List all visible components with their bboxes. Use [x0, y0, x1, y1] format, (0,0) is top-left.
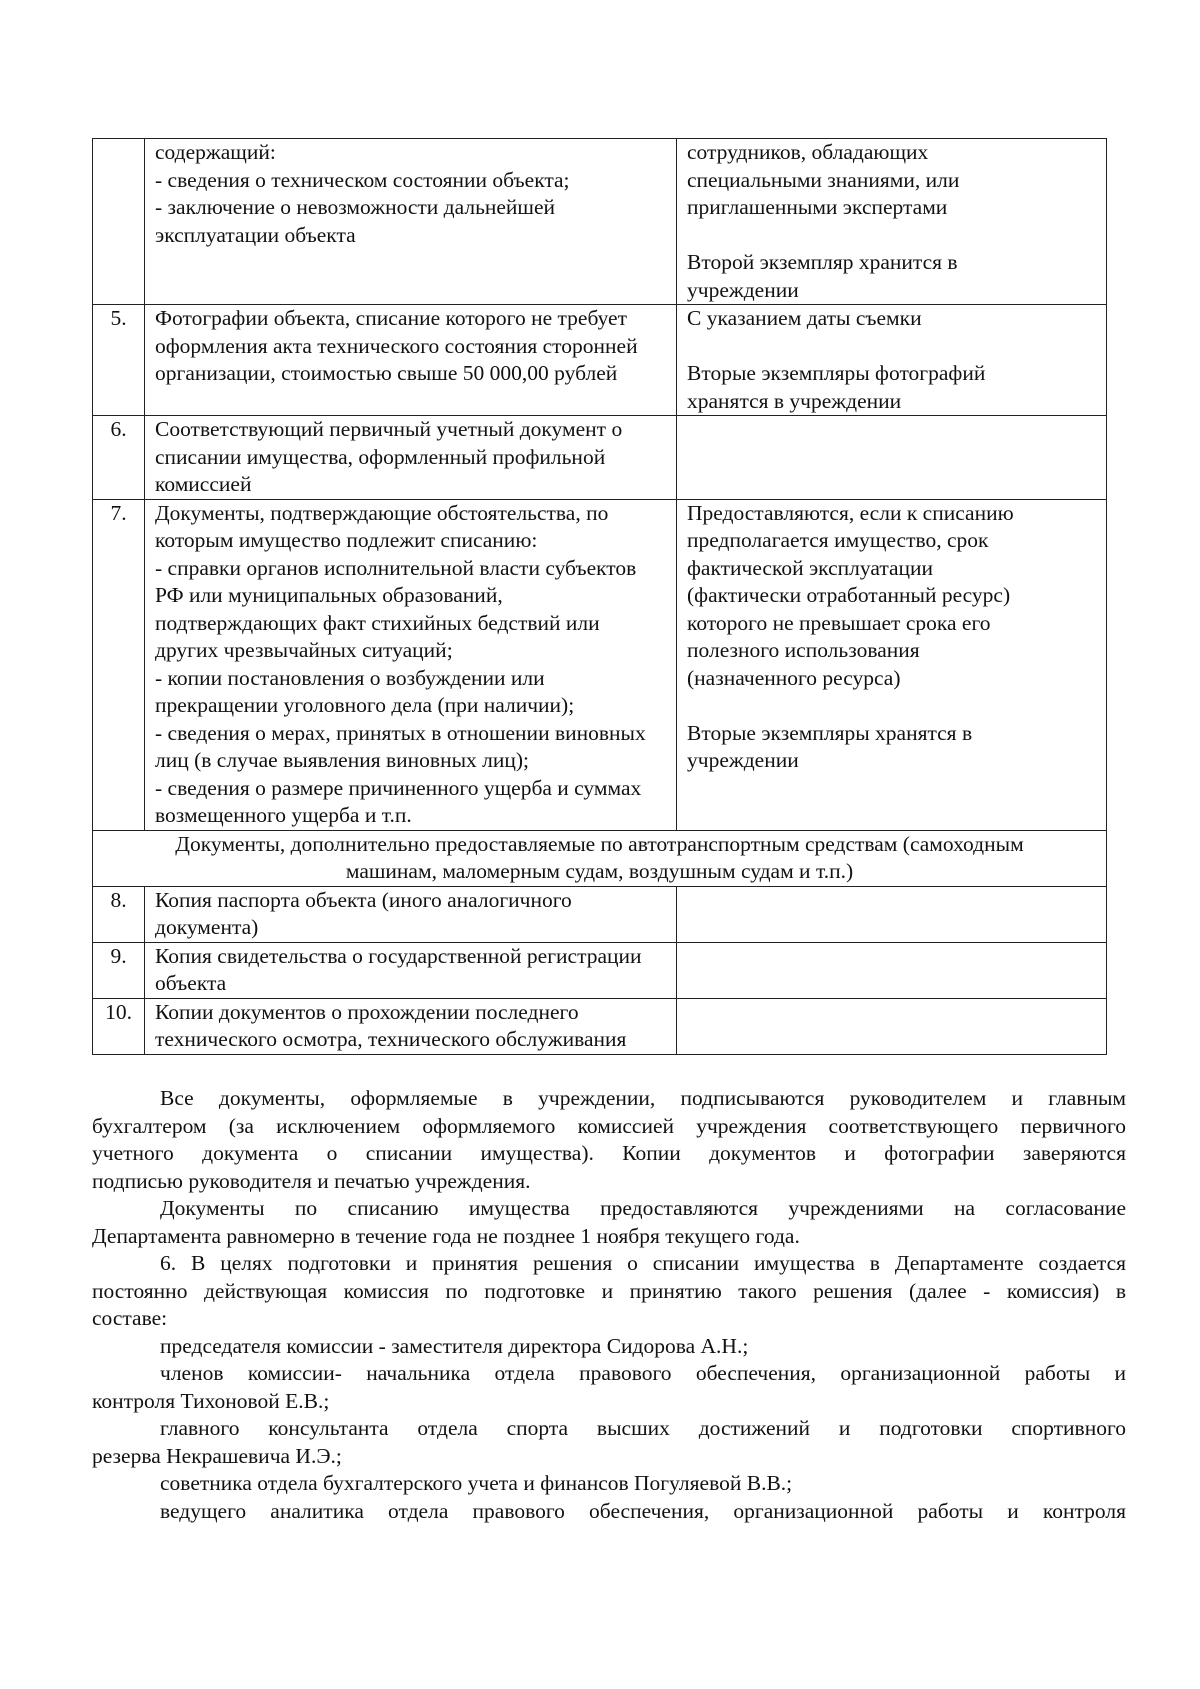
- table-row: [93, 886, 1107, 942]
- paragraph-commission: 6. В целях подготовки и принятия решения о списании имущества в Департаменте создается постоянно действующая комиссия по подготовке и принятию такого решения (далее - комиссия) в составе:: [92, 1251, 1126, 1330]
- paragraph-member-2: главного консультанта отдела спорта высших достижений и подготовки спортивного резерва Некрашевича И.Э.;: [92, 1416, 1126, 1468]
- row-description: Фотографии объекта, списание которого не требует оформления акта технического состояния сторонней организации, стоимостью свыше 50 000,00 рублей: [145, 305, 677, 416]
- row-number: 7.: [93, 499, 145, 830]
- row-description: Копия свидетельства о государственной регистрации объекта: [145, 942, 677, 998]
- row-number: 6.: [93, 416, 145, 500]
- row-note: [677, 886, 1107, 942]
- row-description: Документы, подтверждающие обстоятельства, по которым имущество подлежит списанию: - справки органов исполнительной власти субъектов РФ или муниципальных образований, подтверждающих факт стихийных бедствий или других чрезвычайных ситуаций; - копии постановления о возбуждении или прекращении уголовного дела (при наличии); - сведения о мерах, принятых в отношении виновных лиц (в случае выявления виновных лиц); - сведения о размере причиненного ущерба и суммах возмещенного ущерба и т.п.: [145, 499, 677, 830]
- table-row: [93, 998, 1107, 1054]
- table-row: [93, 942, 1107, 998]
- paragraph-member-4: ведущего аналитика отдела правового обеспечения, организационной работы и контроля: [160, 1498, 1126, 1523]
- row-number: 5.: [93, 305, 145, 416]
- paragraph-chairman: председателя комиссии - заместителя директора Сидорова А.Н.;: [160, 1333, 749, 1358]
- table-section-row: [93, 830, 1107, 886]
- paragraph-signing: Все документы, оформляемые в учреждении, подписываются руководителем и главным бухгалтером (за исключением оформляемого комиссией учреждения соответствующего первичного учетного документа о списании имущества). Копии документов и фотографии заверяются подписью руководителя и печатью учреждения.: [92, 1086, 1126, 1193]
- table-row: [93, 139, 1107, 305]
- table-row: [93, 499, 1107, 830]
- paragraph-member-1: членов комиссии- начальника отдела правового обеспечения, организационной работы и контроля Тихоновой Е.В.;: [92, 1361, 1126, 1413]
- table-row: [93, 305, 1107, 416]
- paragraph-member-3: советника отдела бухгалтерского учета и финансов Погуляевой В.В.;: [160, 1471, 793, 1495]
- row-description: содержащий: - сведения о техническом состоянии объекта; - заключение о невозможности дальнейшей эксплуатации объекта: [145, 139, 677, 305]
- table-row: [93, 416, 1107, 500]
- body-text: [92, 1085, 1126, 1525]
- document-page: [92, 138, 1126, 1055]
- row-description: Соответствующий первичный учетный документ о списании имущества, оформленный профильной комиссией: [145, 416, 677, 500]
- paragraph-deadline: Документы по списанию имущества предоставляются учреждениями на согласование Департамента равномерно в течение года не позднее 1 ноября текущего года.: [92, 1196, 1126, 1248]
- row-note: [677, 416, 1107, 500]
- row-number: 8.: [93, 886, 145, 942]
- row-note: [677, 998, 1107, 1054]
- row-note: сотрудников, обладающих специальными знаниями, или приглашенными экспертами Второй экземпляр хранится в учреждении: [677, 139, 1107, 305]
- row-number: 10.: [93, 998, 145, 1054]
- row-number: 9.: [93, 942, 145, 998]
- row-description: Копии документов о прохождении последнего технического осмотра, технического обслуживания: [145, 998, 677, 1054]
- row-description: Копия паспорта объекта (иного аналогичного документа): [145, 886, 677, 942]
- row-note: Предоставляются, если к списанию предполагается имущество, срок фактической эксплуатации (фактически отработанный ресурс) которого не превышает срока его полезного использования (назначенного ресурса) Вторые экземпляры хранятся в учреждении: [677, 499, 1107, 830]
- row-note: С указанием даты съемки Вторые экземпляры фотографий хранятся в учреждении: [677, 305, 1107, 416]
- section-header: Документы, дополнительно предоставляемые по автотранспортным средствам (самоходным машинам, маломерным судам, воздушным судам и т.п.): [93, 830, 1107, 886]
- row-note: [677, 942, 1107, 998]
- row-number: [93, 139, 145, 305]
- documents-table: [92, 138, 1107, 1055]
